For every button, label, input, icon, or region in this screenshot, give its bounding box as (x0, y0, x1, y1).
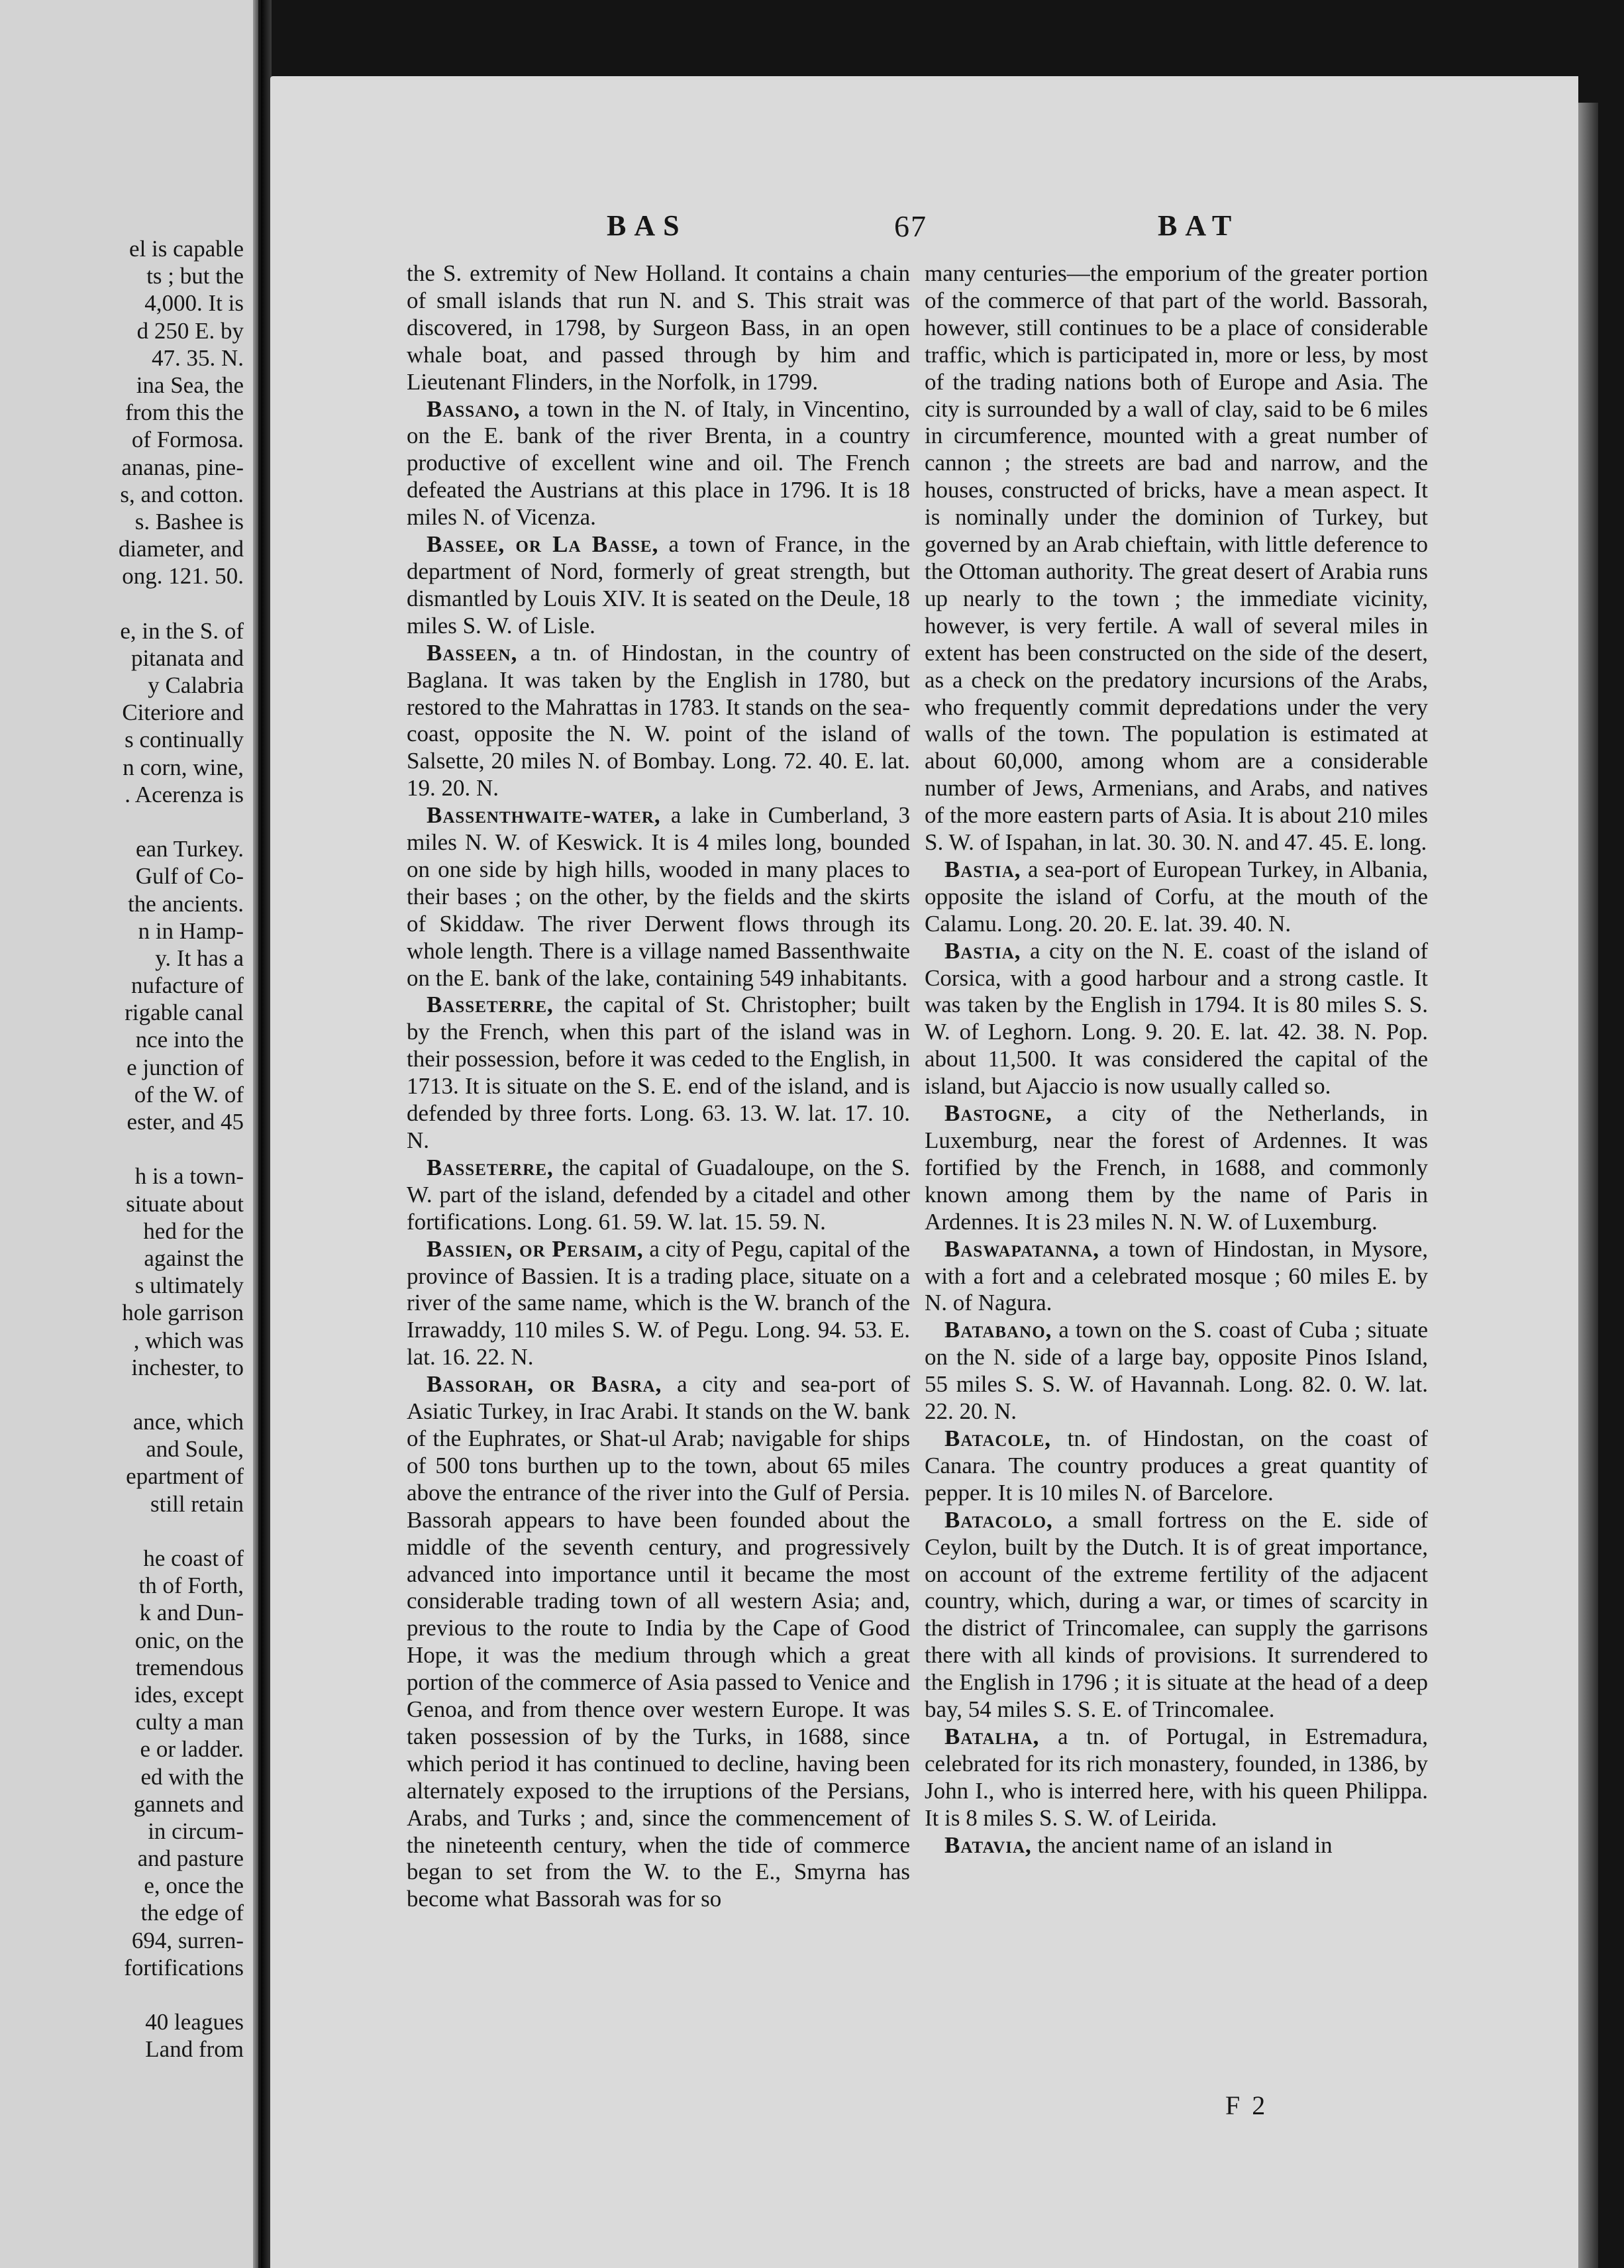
entry-headword: Basseterre, (427, 992, 554, 1018)
entry-headword: Bassorah, or Basra, (427, 1371, 662, 1398)
left-page-fold (253, 0, 258, 2268)
left-page-line: 47. 35. N. (151, 344, 244, 371)
left-page-line: s ultimately (134, 1272, 244, 1299)
entry-text: a tn. of Hindostan, in the country of Baglana. It was taken by the English in 1780, but restored to the Mahrattas in 1783. It stands on the sea-coast, opposite the N. W. point of the island of Salsette, 20 miles N. of Bombay. Long. 72. 40. E. lat. 19. 20. N. (407, 639, 910, 801)
left-page-line: and Soule, (146, 1436, 244, 1463)
left-page-line: fortifications (124, 1954, 244, 1981)
left-page-line: 694, surren- (131, 1927, 244, 1953)
page-number: 67 (894, 209, 927, 243)
left-page-line: s, and cotton. (120, 481, 244, 507)
entry-headword: Bassano, (427, 395, 521, 422)
gazetteer-entry (925, 1832, 1428, 1859)
left-page-line: s continually (125, 727, 244, 753)
left-page-line: against the (144, 1245, 244, 1271)
left-page-line: s. Bashee is (134, 508, 244, 535)
left-page-line (5, 1381, 244, 1408)
left-page-line: and pasture (137, 1845, 244, 1872)
entry-text: a city of the Netherlands, in Luxemburg, near the forest of Ardennes. It was fortified by the French, in 1688, and commonly known among them by the name of Paris in Ardennes. It is 23 miles N. N. W. of Luxemburg. (925, 1100, 1428, 1235)
left-page-line: Citeriore and (122, 699, 244, 726)
left-page-line: e, in the S. of (120, 617, 244, 644)
entry-headword: Batabano, (944, 1317, 1052, 1343)
right-page (270, 76, 1578, 2268)
entry-text: a lake in Cumberland, 3 miles N. W. of Keswick. It is 4 miles long, bounded on one side by high hills, wooded in many places to their bases ; on the other, by the fields and the skirts of Skiddaw. The river Derwent flows through its whole length. There is a village named Bassenthwaite on the E. bank of the lake, containing 549 inhabitants. (407, 802, 910, 991)
left-page-line: the ancients. (128, 890, 244, 917)
left-page-line: situate about (126, 1190, 244, 1217)
entry-text: the S. extremity of New Holland. It contains a chain of small islands that run N. and S. This strait was discovered, in 1798, by Surgeon Bass, in an open whale boat, and passed through by him and Lieutenant Flinders, in the Norfolk, in 1799. (407, 260, 910, 395)
entry-headword: Basseterre, (427, 1154, 554, 1180)
left-page-line: rigable canal (125, 1000, 244, 1026)
gazetteer-entry (925, 1236, 1428, 1317)
entry-headword: Bastia, (944, 937, 1021, 964)
entry-text: a city and sea-port of Asiatic Turkey, in Irac Arabi. It stands on the W. bank of the Euphrates, or Shat-ul Arab; navigable for ships of 500 tons burthen up to the town, about 65 miles above the entrance of the river into the Gulf of Persia. Bassorah appears to have been founded about the middle of the seventh century, and progressively advanced into importance until it became the most considerable trading town of all western Asia; and, previous to the route to India by the Cape of Good Hope, it was the medium through which a great portion of the commerce of Asia passed to Venice and Genoa, and from thence over western Europe. It was taken possession of by the Turks, in 1688, since which period it has continued to decline, having been alternately exposed to the irruptions of the Persians, Arabs, and Turks ; and, since the commencement of the nineteenth century, when the tide of commerce began to set from the W. to the E., Smyrna has become what Bassorah was for so (407, 1371, 911, 1912)
entry-text: a town in the N. of Italy, in Vincentino, on the E. bank of the river Brenta, in a country productive of excellent wine and oil. The French defeated the Austrians at this place in 1796. It is 18 miles N. of Vicenza. (407, 395, 910, 531)
gazetteer-entry (407, 1371, 910, 1913)
left-page-line: nufacture of (130, 972, 244, 999)
entry-headword: Bastia, (944, 856, 1021, 882)
gazetteer-entry (925, 260, 1428, 856)
entry-text: a town on the S. coast of Cuba ; situate on the N. side of a large bay, opposite Pinos Island, 55 miles S. S. W. of Havannah. Long. 82. 0. W. lat. 22. 20. N. (925, 1317, 1428, 1425)
entry-text: a city of Pegu, capital of the province of Bassien. It is a trading place, situate on a river of the same name, which is the W. branch of the Irrawaddy, 110 miles S. W. of Pegu. Long. 94. 53. E. lat. 16. 22. N. (407, 1235, 910, 1370)
entry-headword: Batalha, (944, 1723, 1040, 1749)
entry-text: a small fortress on the E. side of Ceylon, built by the Dutch. It is of great importance, on account of the extreme fertility of the adjacent country, which, during a war, or times of scarcity in the district of Trincomalee, can supply the garrisons there with all kinds of provisions. It surrendered to the English in 1796 ; it is situate at the head of a deep bay, 54 miles S. S. E. of Trincomalee. (925, 1506, 1428, 1723)
left-page-line: n corn, wine, (123, 754, 244, 780)
left-page-line: of the W. of (134, 1081, 244, 1108)
left-page-line: ananas, pine- (121, 454, 244, 480)
left-page-line: n in Hamp- (138, 917, 244, 944)
gazetteer-entry (925, 1100, 1428, 1236)
gazetteer-entry (407, 260, 910, 396)
left-page-line: still retain (150, 1490, 244, 1517)
left-page-line: onic, on the (134, 1627, 244, 1653)
gazetteer-entry (407, 802, 910, 992)
left-page-line: th of Forth, (138, 1572, 244, 1599)
left-page-line: y. It has a (155, 945, 244, 971)
left-page-line (5, 1518, 244, 1545)
gazetteer-entry (925, 938, 1428, 1100)
entry-text: the capital of Guadaloupe, on the S. W. part of the island, defended by a citadel and other fortifications. Long. 61. 59. W. lat. 15. 59. N. (407, 1154, 910, 1235)
gazetteer-entry (407, 992, 910, 1154)
left-page-line: inchester, to (131, 1354, 244, 1380)
left-page-line (5, 808, 244, 835)
running-header (270, 209, 1578, 248)
gazetteer-entry (407, 1236, 910, 1372)
left-page-line: ean Turkey. (135, 836, 244, 862)
left-page-line: h is a town- (134, 1163, 244, 1190)
left-page-line: hed for the (143, 1217, 244, 1244)
entry-text: a sea-port of European Turkey, in Albania, opposite the island of Corfu, at the mouth of the Calamu. Long. 20. 20. E. lat. 39. 40. N. (925, 856, 1428, 937)
left-page-line: k and Dun- (139, 1600, 244, 1626)
left-page-line: el is capable (129, 236, 244, 262)
entry-text: the capital of St. Christopher; built by the French, when this part of the island was in their possession, before it was ceded to the English, in 1713. It is situate on the S. E. end of the island, and is defended by three forts. Long. 63. 13. W. lat. 17. 10. N. (407, 992, 910, 1153)
left-page-line: he coast of (143, 1545, 244, 1571)
entry-headword: Batavia, (944, 1831, 1032, 1858)
left-page-line: e, once the (144, 1873, 244, 1899)
left-page-line: ina Sea, the (136, 372, 244, 398)
left-page-line: 4,000. It is (144, 290, 244, 317)
entry-headword: Basseen, (427, 639, 518, 666)
left-page-line: epartment of (126, 1463, 244, 1490)
left-page-line: y Calabria (148, 672, 244, 698)
left-page-line: hole garrison (122, 1300, 244, 1326)
left-page-line: Land from (145, 2036, 244, 2063)
left-page-line: ides, except (134, 1681, 244, 1708)
left-page (0, 0, 258, 2268)
gazetteer-entry (407, 531, 910, 640)
left-page-line: ts ; but the (146, 263, 244, 289)
entry-text: a town of Hindostan, in Mysore, with a fort and a celebrated mosque ; 60 miles E. by N. of Nagura. (925, 1235, 1428, 1316)
gazetteer-entry (925, 1724, 1428, 1832)
header-left: BAS (607, 209, 687, 242)
text-column-right (925, 260, 1428, 1859)
left-page-line: the edge of (140, 1900, 244, 1926)
left-page-line: culty a man (135, 1709, 244, 1735)
left-page-line: e or ladder. (140, 1736, 244, 1763)
gazetteer-entry (407, 640, 910, 802)
entry-headword: Baswapatanna, (944, 1235, 1099, 1262)
left-page-line: . Acerenza is (125, 781, 244, 807)
gazetteer-entry (925, 1425, 1428, 1507)
left-page-line: ed with the (140, 1763, 244, 1790)
entry-text: many centuries—the emporium of the greater portion of the commerce of that part of the world. Bassorah, however, still continues to be a place of considerable traffic, which is participated in, more or less, by most of the trading nations both of Europe and Asia. The city is surrounded by a wall of clay, said to be 6 miles in circumference, mounted with a great number of cannon ; the streets are bad and narrow, and the houses, constructed of bricks, have a mean aspect. It is nominally under the dominion of Turkey, but governed by an Arab chieftain, with little deference to the Ottoman authority. The great desert of Arabia runs up nearly to the town ; the immediate vicinity, however, is very fertile. A wall of several miles in extent has been constructed on the side of the desert, as a check on the predatory incursions of the Arabs, who frequently commit depredations under the very walls of the town. The population is estimated at about 60,000, among whom are a considerable number of Jews, Armenians, and Arabs, and natives of the more eastern parts of Asia. It is about 210 miles S. W. of Ispahan, in lat. 30. 30. N. and 47. 45. E. long. (925, 260, 1428, 856)
left-page-line (5, 590, 244, 617)
page-edge (1578, 103, 1598, 2268)
left-page-line: from this the (125, 399, 244, 426)
gazetteer-entry (925, 1317, 1428, 1425)
gazetteer-entry (925, 1507, 1428, 1724)
left-page-line: ong. 121. 50. (122, 563, 244, 590)
entry-text: the ancient name of an island in (1031, 1831, 1333, 1858)
text-column-left (407, 260, 910, 1913)
left-page-line (5, 1981, 244, 2008)
gazetteer-entry (407, 396, 910, 532)
entry-headword: Bassee, or La Basse, (427, 531, 659, 558)
signature-mark: F 2 (1225, 2090, 1268, 2120)
left-page-line: d 250 E. by (136, 317, 244, 344)
left-page-line: pitanata and (130, 644, 244, 671)
left-page-line: of Formosa. (131, 427, 244, 453)
left-page-text (5, 235, 244, 2063)
left-page-line: gannets and (133, 1790, 244, 1817)
entry-headword: Bassenthwaite-water, (427, 802, 661, 829)
left-page-line: diameter, and (118, 536, 244, 562)
entry-headword: Bassien, or Persaim, (427, 1235, 644, 1262)
left-page-line: e junction of (127, 1054, 244, 1080)
gazetteer-entry (407, 1155, 910, 1236)
entry-text: a tn. of Portugal, in Estremadura, celebrated for its rich monastery, founded, in 1386, by John I., who is interred here, with his queen Philippa. It is 8 miles S. S. W. of Leirida. (925, 1723, 1428, 1831)
left-page-line: tremendous (135, 1654, 244, 1680)
left-page-line (5, 1135, 244, 1162)
left-page-line: nce into the (135, 1027, 244, 1053)
left-page-line: ance, which (132, 1409, 244, 1435)
entry-headword: Batacolo, (944, 1506, 1053, 1533)
gazetteer-entry (925, 856, 1428, 938)
left-page-line: , which was (133, 1327, 244, 1353)
entry-headword: Batacole, (944, 1425, 1052, 1451)
entry-text: a city on the N. E. coast of the island of Corsica, with a good harbour and a strong castle. It was taken by the English in 1794. It is 80 miles S. S. W. of Leghorn. Long. 9. 20. E. lat. 42. 38. N. Pop. about 11,500. It was considered the capital of the island, but Ajaccio is now usually called so. (925, 937, 1428, 1100)
entry-text: a town of France, in the department of Nord, formerly of great strength, but dismantled by Louis XIV. It is seated on the Deule, 18 miles S. W. of Lisle. (407, 531, 910, 639)
entry-headword: Bastogne, (944, 1100, 1052, 1127)
header-right: BAT (1158, 209, 1240, 242)
left-page-line: 40 leagues (145, 2009, 244, 2036)
left-page-line: Gulf of Co- (135, 863, 244, 890)
entry-text: tn. of Hindostan, on the coast of Canara. The country produces a great quantity of pepper. It is 10 miles N. of Barcelore. (925, 1425, 1428, 1506)
left-page-line: ester, and 45 (127, 1109, 244, 1135)
left-page-line: in circum- (148, 1818, 244, 1844)
